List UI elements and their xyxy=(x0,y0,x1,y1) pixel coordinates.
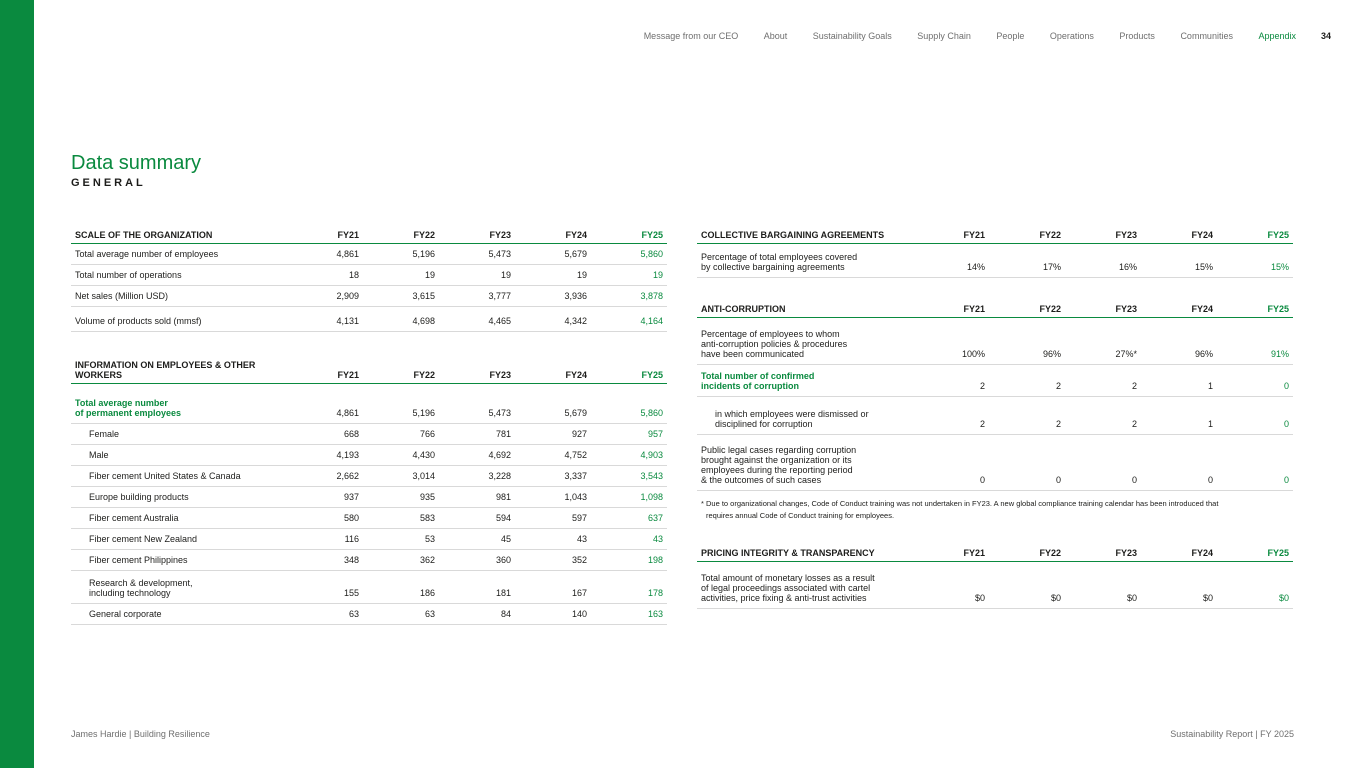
cell-value: $0 xyxy=(913,562,989,609)
label-line: Research & development, xyxy=(89,578,193,588)
cell-value: 19 xyxy=(363,265,439,286)
cell-value: 3,615 xyxy=(363,286,439,307)
row-label: Fiber cement United States & Canada xyxy=(71,466,287,487)
nav-appendix[interactable]: Appendix xyxy=(1258,31,1296,41)
nav-people[interactable]: People xyxy=(996,31,1025,41)
cell-value: 14% xyxy=(913,244,989,278)
label-line: incidents of corruption xyxy=(701,381,799,391)
table-row xyxy=(697,244,1293,278)
cell-value: 1,098 xyxy=(591,487,667,508)
row-label xyxy=(697,365,913,397)
label-line: in which employees were dismissed or xyxy=(715,409,869,419)
cell-value: 3,014 xyxy=(363,466,439,487)
cell-value: 935 xyxy=(363,487,439,508)
employees-table xyxy=(71,352,667,625)
cell-value: 766 xyxy=(363,424,439,445)
cell-value: 937 xyxy=(287,487,363,508)
cell-value: 15% xyxy=(1217,244,1293,278)
year-header: FY22 xyxy=(989,544,1065,562)
year-header: FY21 xyxy=(913,300,989,318)
nav-operations[interactable]: Operations xyxy=(1049,31,1094,41)
cell-value: 43 xyxy=(515,529,591,550)
cell-value: 0 xyxy=(1065,435,1141,491)
row-label: General corporate xyxy=(71,604,287,625)
pricing-table xyxy=(697,544,1293,609)
table-row xyxy=(71,604,667,625)
cell-value: 668 xyxy=(287,424,363,445)
cell-value: 927 xyxy=(515,424,591,445)
table-row xyxy=(697,397,1293,435)
footer-right: Sustainability Report | FY 2025 xyxy=(1170,729,1294,739)
year-header: FY25 xyxy=(591,352,667,384)
nav-ceo-message[interactable]: Message from our CEO xyxy=(643,31,739,41)
cell-value: 4,465 xyxy=(439,307,515,332)
row-label: Female xyxy=(71,424,287,445)
table-row xyxy=(71,265,667,286)
cell-value: 3,936 xyxy=(515,286,591,307)
cell-value: 43 xyxy=(591,529,667,550)
nav-communities[interactable]: Communities xyxy=(1180,31,1233,41)
cell-value: 5,473 xyxy=(439,244,515,265)
top-navigation xyxy=(618,31,1331,41)
left-column xyxy=(71,220,667,625)
cell-value: 4,164 xyxy=(591,307,667,332)
label-line: Public legal cases regarding corruption xyxy=(701,445,857,455)
cell-value: 16% xyxy=(1065,244,1141,278)
cell-value: 0 xyxy=(1217,397,1293,435)
year-header: FY24 xyxy=(1141,544,1217,562)
year-header: FY23 xyxy=(1065,220,1141,244)
label-line: Percentage of total employees covered xyxy=(701,252,858,262)
row-label xyxy=(697,562,913,609)
cell-value: 637 xyxy=(591,508,667,529)
cell-value: 17% xyxy=(989,244,1065,278)
row-label: Fiber cement New Zealand xyxy=(71,529,287,550)
nav-supply-chain[interactable]: Supply Chain xyxy=(917,31,971,41)
cell-value: 5,679 xyxy=(515,244,591,265)
table-row xyxy=(71,307,667,332)
cell-value: 186 xyxy=(363,571,439,604)
row-label xyxy=(697,435,913,491)
label-line: Total number of confirmed xyxy=(701,371,815,381)
bargaining-table xyxy=(697,220,1293,278)
cell-value: 5,196 xyxy=(363,384,439,424)
footnote-line: * Due to organizational changes, Code of Conduct training was not undertaken in FY23. A new global compliance training calendar has been introduced that xyxy=(701,499,1219,508)
table-row xyxy=(71,286,667,307)
year-header: FY24 xyxy=(1141,220,1217,244)
cell-value: 4,861 xyxy=(287,244,363,265)
year-header: FY21 xyxy=(287,220,363,244)
year-header: FY22 xyxy=(363,220,439,244)
anticorruption-heading: ANTI-CORRUPTION xyxy=(697,300,913,318)
cell-value: 5,196 xyxy=(363,244,439,265)
label-line: including technology xyxy=(89,588,171,598)
cell-value: 45 xyxy=(439,529,515,550)
label-line: employees during the reporting period xyxy=(701,465,853,475)
cell-value: 181 xyxy=(439,571,515,604)
cell-value: 4,861 xyxy=(287,384,363,424)
cell-value: 2,909 xyxy=(287,286,363,307)
cell-value: $0 xyxy=(989,562,1065,609)
label-line: Percentage of employees to whom xyxy=(701,329,840,339)
row-label: Total number of operations xyxy=(71,265,287,286)
cell-value: 362 xyxy=(363,550,439,571)
cell-value: 96% xyxy=(989,318,1065,365)
section-subtitle: GENERAL xyxy=(71,177,146,189)
year-header: FY25 xyxy=(591,220,667,244)
label-line: of permanent employees xyxy=(75,408,182,418)
cell-value: 5,860 xyxy=(591,244,667,265)
cell-value: 597 xyxy=(515,508,591,529)
label-line: disciplined for corruption xyxy=(715,419,813,429)
year-header: FY21 xyxy=(287,352,363,384)
cell-value: 4,342 xyxy=(515,307,591,332)
label-line: by collective bargaining agreements xyxy=(701,262,845,272)
table-row xyxy=(71,571,667,604)
cell-value: 4,430 xyxy=(363,445,439,466)
table-row xyxy=(697,365,1293,397)
year-header: FY25 xyxy=(1217,300,1293,318)
cell-value: 163 xyxy=(591,604,667,625)
year-header: FY25 xyxy=(1217,220,1293,244)
year-header: FY23 xyxy=(1065,300,1141,318)
cell-value: $0 xyxy=(1065,562,1141,609)
cell-value: 178 xyxy=(591,571,667,604)
row-label: Fiber cement Philippines xyxy=(71,550,287,571)
heading-line: WORKERS xyxy=(75,370,122,380)
cell-value: 2 xyxy=(1065,365,1141,397)
year-header: FY24 xyxy=(1141,300,1217,318)
cell-value: 0 xyxy=(1217,435,1293,491)
row-label: Fiber cement Australia xyxy=(71,508,287,529)
cell-value: 27%* xyxy=(1065,318,1141,365)
cell-value: 2 xyxy=(913,365,989,397)
row-label: Volume of products sold (mmsf) xyxy=(71,307,287,332)
table-header-row xyxy=(697,544,1293,562)
cell-value: 5,860 xyxy=(591,384,667,424)
row-label: Total average number of employees xyxy=(71,244,287,265)
table-row xyxy=(697,435,1293,491)
label-line: of legal proceedings associated with cartel xyxy=(701,583,871,593)
cell-value: 352 xyxy=(515,550,591,571)
cell-value: 0 xyxy=(1217,365,1293,397)
cell-value: 4,903 xyxy=(591,445,667,466)
table-row xyxy=(71,424,667,445)
cell-value: 3,878 xyxy=(591,286,667,307)
row-label xyxy=(71,571,287,604)
table-row xyxy=(71,487,667,508)
cell-value: 348 xyxy=(287,550,363,571)
cell-value: 2 xyxy=(989,397,1065,435)
cell-value: $0 xyxy=(1217,562,1293,609)
year-header: FY24 xyxy=(515,352,591,384)
cell-value: 91% xyxy=(1217,318,1293,365)
cell-value: 53 xyxy=(363,529,439,550)
cell-value: 957 xyxy=(591,424,667,445)
year-header: FY22 xyxy=(989,300,1065,318)
cell-value: 5,473 xyxy=(439,384,515,424)
cell-value: 19 xyxy=(591,265,667,286)
cell-value: 580 xyxy=(287,508,363,529)
cell-value: 2,662 xyxy=(287,466,363,487)
right-column xyxy=(697,220,1293,609)
cell-value: 3,337 xyxy=(515,466,591,487)
table-row xyxy=(71,529,667,550)
scale-heading: SCALE OF THE ORGANIZATION xyxy=(71,220,287,244)
cell-value: 0 xyxy=(1141,435,1217,491)
cell-value: 1,043 xyxy=(515,487,591,508)
label-line: Total amount of monetary losses as a result xyxy=(701,573,875,583)
row-label: Net sales (Million USD) xyxy=(71,286,287,307)
cell-value: 4,698 xyxy=(363,307,439,332)
row-label xyxy=(697,318,913,365)
bargaining-heading: COLLECTIVE BARGAINING AGREEMENTS xyxy=(697,220,913,244)
cell-value: 981 xyxy=(439,487,515,508)
table-header-row xyxy=(71,352,667,384)
row-label: Europe building products xyxy=(71,487,287,508)
cell-value: 781 xyxy=(439,424,515,445)
cell-value: 19 xyxy=(439,265,515,286)
cell-value: 594 xyxy=(439,508,515,529)
table-header-row xyxy=(71,220,667,244)
year-header: FY23 xyxy=(1065,544,1141,562)
cell-value: 19 xyxy=(515,265,591,286)
cell-value: 63 xyxy=(363,604,439,625)
nav-about[interactable]: About xyxy=(763,31,788,41)
label-line: anti-corruption policies & procedures xyxy=(701,339,848,349)
label-line: activities, price fixing & anti-trust activities xyxy=(701,593,867,603)
row-label xyxy=(697,397,913,435)
year-header: FY22 xyxy=(989,220,1065,244)
footer-left: James Hardie | Building Resilience xyxy=(71,729,210,739)
cell-value: 3,228 xyxy=(439,466,515,487)
year-header: FY25 xyxy=(1217,544,1293,562)
cell-value: 4,752 xyxy=(515,445,591,466)
cell-value: 100% xyxy=(913,318,989,365)
pricing-heading: PRICING INTEGRITY & TRANSPARENCY xyxy=(697,544,913,562)
table-row xyxy=(71,508,667,529)
employees-heading xyxy=(71,352,287,384)
cell-value: 116 xyxy=(287,529,363,550)
cell-value: 198 xyxy=(591,550,667,571)
cell-value: 4,692 xyxy=(439,445,515,466)
cell-value: 2 xyxy=(1065,397,1141,435)
footnote xyxy=(697,491,1293,522)
table-header-row xyxy=(697,300,1293,318)
cell-value: 360 xyxy=(439,550,515,571)
label-line: brought against the organization or its xyxy=(701,455,852,465)
table-row xyxy=(71,244,667,265)
row-label xyxy=(71,384,287,424)
year-header: FY21 xyxy=(913,220,989,244)
heading-line: INFORMATION ON EMPLOYEES & OTHER xyxy=(75,360,256,370)
label-line: Total average number xyxy=(75,398,168,408)
cell-value: 583 xyxy=(363,508,439,529)
scale-table xyxy=(71,220,667,332)
year-header: FY21 xyxy=(913,544,989,562)
cell-value: 155 xyxy=(287,571,363,604)
cell-value: 4,193 xyxy=(287,445,363,466)
cell-value: $0 xyxy=(1141,562,1217,609)
cell-value: 0 xyxy=(913,435,989,491)
table-header-row xyxy=(697,220,1293,244)
year-header: FY23 xyxy=(439,220,515,244)
label-line: & the outcomes of such cases xyxy=(701,475,822,485)
cell-value: 3,543 xyxy=(591,466,667,487)
cell-value: 1 xyxy=(1141,365,1217,397)
cell-value: 96% xyxy=(1141,318,1217,365)
nav-sustainability-goals[interactable]: Sustainability Goals xyxy=(812,31,892,41)
nav-products[interactable]: Products xyxy=(1119,31,1155,41)
page-number: 34 xyxy=(1320,31,1331,41)
cell-value: 18 xyxy=(287,265,363,286)
anticorruption-table xyxy=(697,300,1293,491)
row-label: Male xyxy=(71,445,287,466)
cell-value: 1 xyxy=(1141,397,1217,435)
table-row xyxy=(71,550,667,571)
table-row xyxy=(697,562,1293,609)
cell-value: 2 xyxy=(913,397,989,435)
table-row xyxy=(71,445,667,466)
year-header: FY24 xyxy=(515,220,591,244)
label-line: have been communicated xyxy=(701,349,805,359)
cell-value: 5,679 xyxy=(515,384,591,424)
sidebar-accent xyxy=(0,0,34,768)
cell-value: 140 xyxy=(515,604,591,625)
footnote-line: requires annual Code of Conduct training for employees. xyxy=(706,511,895,520)
cell-value: 167 xyxy=(515,571,591,604)
year-header: FY22 xyxy=(363,352,439,384)
cell-value: 3,777 xyxy=(439,286,515,307)
year-header: FY23 xyxy=(439,352,515,384)
cell-value: 0 xyxy=(989,435,1065,491)
cell-value: 4,131 xyxy=(287,307,363,332)
table-row xyxy=(697,318,1293,365)
table-row xyxy=(71,466,667,487)
cell-value: 15% xyxy=(1141,244,1217,278)
table-row xyxy=(71,384,667,424)
cell-value: 84 xyxy=(439,604,515,625)
cell-value: 2 xyxy=(989,365,1065,397)
row-label xyxy=(697,244,913,278)
cell-value: 63 xyxy=(287,604,363,625)
page-title: Data summary xyxy=(71,152,202,175)
